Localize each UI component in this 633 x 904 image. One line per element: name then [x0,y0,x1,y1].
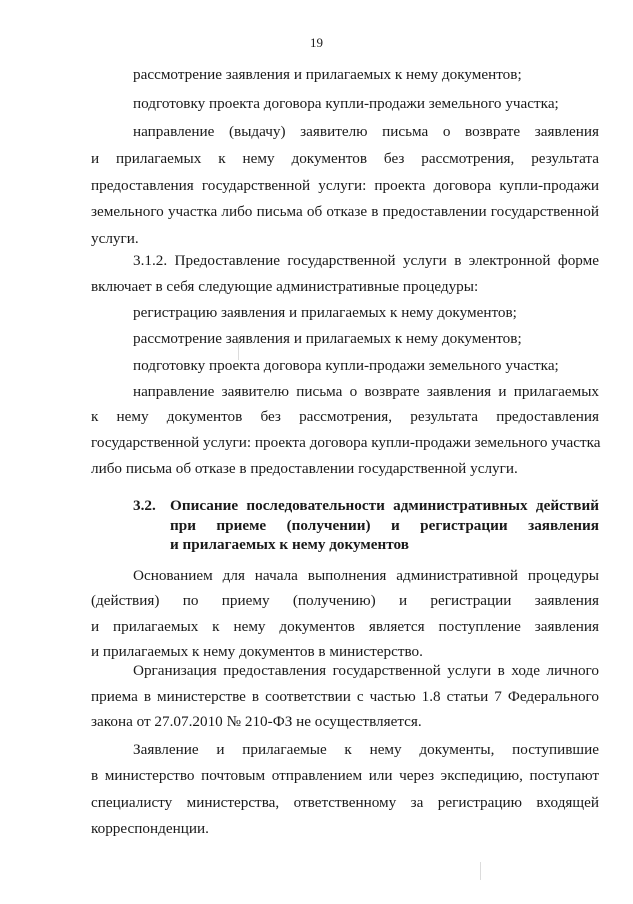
scan-artifact [480,862,481,880]
section-number: 3.2. [133,497,156,514]
text-line: к нему документов без рассмотрения, результата предоставления [91,408,599,425]
text-line: предоставления государственной услуги: проекта договора купли-продажи [91,177,599,194]
text-line: направление заявителю письма о возврате заявления и прилагаемых [133,383,599,400]
text-line: земельного участка либо письма об отказе в предоставлении государственной [91,203,599,220]
section-heading-line: и прилагаемых к нему документов [170,536,409,553]
text-line: рассмотрение заявления и прилагаемых к нему документов; [133,66,522,83]
scan-artifact [238,338,239,360]
text-line: услуги. [91,230,139,247]
text-line: подготовку проекта договора купли-продажи земельного участка; [133,95,559,112]
text-line: Заявление и прилагаемые к нему документы, поступившие [133,741,599,758]
section-heading-line: Описание последовательности административных действий [170,497,599,514]
text-line: корреспонденции. [91,820,209,837]
text-line: (действия) по приему (получению) и регистрации заявления [91,592,599,609]
text-line: рассмотрение заявления и прилагаемых к нему документов; [133,330,522,347]
text-line: включает в себя следующие административные процедуры: [91,278,479,295]
text-line: подготовку проекта договора купли-продажи земельного участка; [133,357,559,374]
text-line: 3.1.2. Предоставление государственной услуги в электронной форме [133,252,599,269]
text-line: Основанием для начала выполнения административной процедуры [133,567,599,584]
text-line: государственной услуги: проекта договора купли-продажи земельного участка [91,434,601,451]
text-line: приема в министерстве в соответствии с частью 1.8 статьи 7 Федерального [91,688,599,705]
text-line: и прилагаемых к нему документов является поступление заявления [91,618,599,635]
section-heading-line: при приеме (получении) и регистрации заявления [170,517,599,534]
page-number: 19 [310,35,323,50]
text-line: закона от 27.07.2010 № 210-ФЗ не осуществляется. [91,713,422,730]
text-line: и прилагаемых к нему документов в министерство. [91,643,423,660]
text-line: либо письма об отказе в предоставлении государственной услуги. [91,460,518,477]
text-line: специалисту министерства, ответственному за регистрацию входящей [91,794,599,811]
text-line: в министерство почтовым отправлением или через экспедицию, поступают [91,767,599,784]
text-line: Организация предоставления государственной услуги в ходе личного [133,662,599,679]
text-line: регистрацию заявления и прилагаемых к нему документов; [133,304,517,321]
text-line: и прилагаемых к нему документов без рассмотрения, результата [91,150,599,167]
text-line: направление (выдачу) заявителю письма о возврате заявления [133,123,599,140]
